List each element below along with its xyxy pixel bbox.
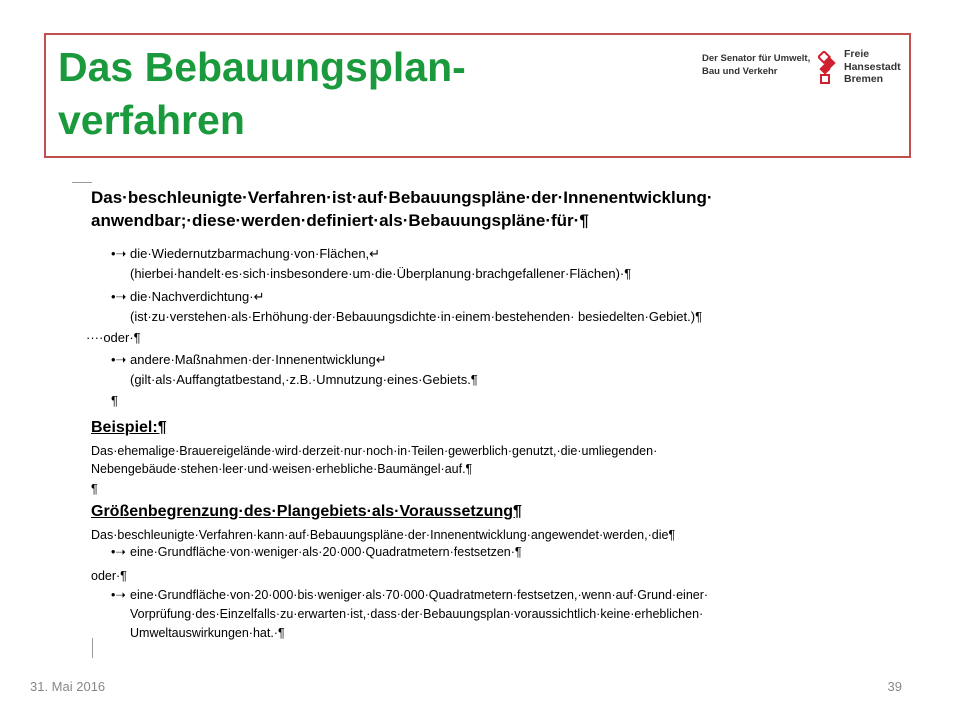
empty-paragraph-2: ¶ (91, 482, 98, 496)
bullet-list-2 (111, 350, 478, 390)
bullet-arrow-icon: •➝ (111, 289, 127, 304)
slide-title (58, 41, 466, 147)
example-text: Das·ehemalige·Brauereigelände·wird·derzeit·nur·noch·in·Teilen·gewerblich·genutzt,·die·umliegenden· Nebengebäude·stehen·leer·und·weisen·erhebliche·Baumängel·auf.¶ (91, 444, 658, 476)
logo-senator-text: Der Senator für Umwelt, Bau und Verkehr (702, 53, 811, 77)
bremen-key-icon (818, 51, 840, 85)
oder-text-2: oder·¶ (91, 569, 127, 583)
example-heading: Beispiel:¶ (91, 419, 167, 436)
size-bullet-1: •➝ eine·Grundfläche·von·weniger·als·20·000·Quadratmetern·festsetzen·¶ (111, 545, 522, 559)
page-number: 39 (887, 679, 902, 694)
list-item: •➝ andere·Maßnahmen·der·Innenentwicklung↵ (gilt·als·Auffangtatbestand,·z.B.·Umnutzung·eines·Gebiets.¶ (111, 352, 478, 387)
page-corner-bottom (72, 638, 93, 658)
bullet-arrow-icon: •➝ (111, 246, 127, 261)
size-bullet-2: •➝ eine·Grundfläche·von·20·000·bis·weniger·als·70·000·Quadratmetern·festsetzen,·wenn·auf·Grund·einer· Vorprüfung·des·Einzelfalls·zu·erwarten·ist,·dass·der·Bebauungsplan·voraussichtlich·keine·erheblichen· Umweltauswirkungen·hat.·¶ (111, 588, 709, 640)
slide-title-line2: verfahren (58, 97, 245, 143)
size-heading: Größenbegrenzung·des·Plangebiets·als·Voraussetzung¶ (91, 503, 522, 520)
page-corner-top (72, 182, 92, 203)
document-screenshot (68, 178, 868, 662)
slide-title-line1: Das Bebauungsplan- (58, 44, 466, 90)
intro-paragraph: Das·beschleunigte·Verfahren·ist·auf·Bebauungspläne·der·Innenentwicklung· anwendbar;·diese·werden·definiert·als·Bebauungspläne·für·¶ (91, 188, 713, 230)
title-frame (44, 33, 911, 158)
bremen-logo (702, 48, 902, 88)
size-text: Das·beschleunigte·Verfahren·kann·auf·Bebauungspläne·der·Innenentwicklung·angewendet·werden,·die¶ (91, 528, 676, 542)
logo-city-text: Freie Hansestadt Bremen (844, 48, 901, 85)
list-item: •➝ die·Nachverdichtung·↵ (ist·zu·verstehen·als·Erhöhung·der·Bebauungsdichte·in·einem·bestehenden· besiedelten·Gebiet.)¶ (111, 289, 703, 324)
bullet-arrow-icon: •➝ (111, 352, 127, 367)
bullet-list-1 (111, 244, 702, 327)
footer-date: 31. Mai 2016 (30, 679, 106, 694)
empty-paragraph: ¶ (111, 393, 118, 408)
bullet-arrow-icon: •➝ (111, 588, 126, 602)
oder-text: ····oder·¶ (86, 330, 141, 345)
list-item: •➝ die·Wiedernutzbarmachung·von·Flächen,↵ (hierbei·handelt·es·sich·insbesondere·um·die·Überplanung·brachgefallener·Flächen)·¶ (111, 246, 632, 281)
bullet-arrow-icon: •➝ (111, 545, 126, 559)
